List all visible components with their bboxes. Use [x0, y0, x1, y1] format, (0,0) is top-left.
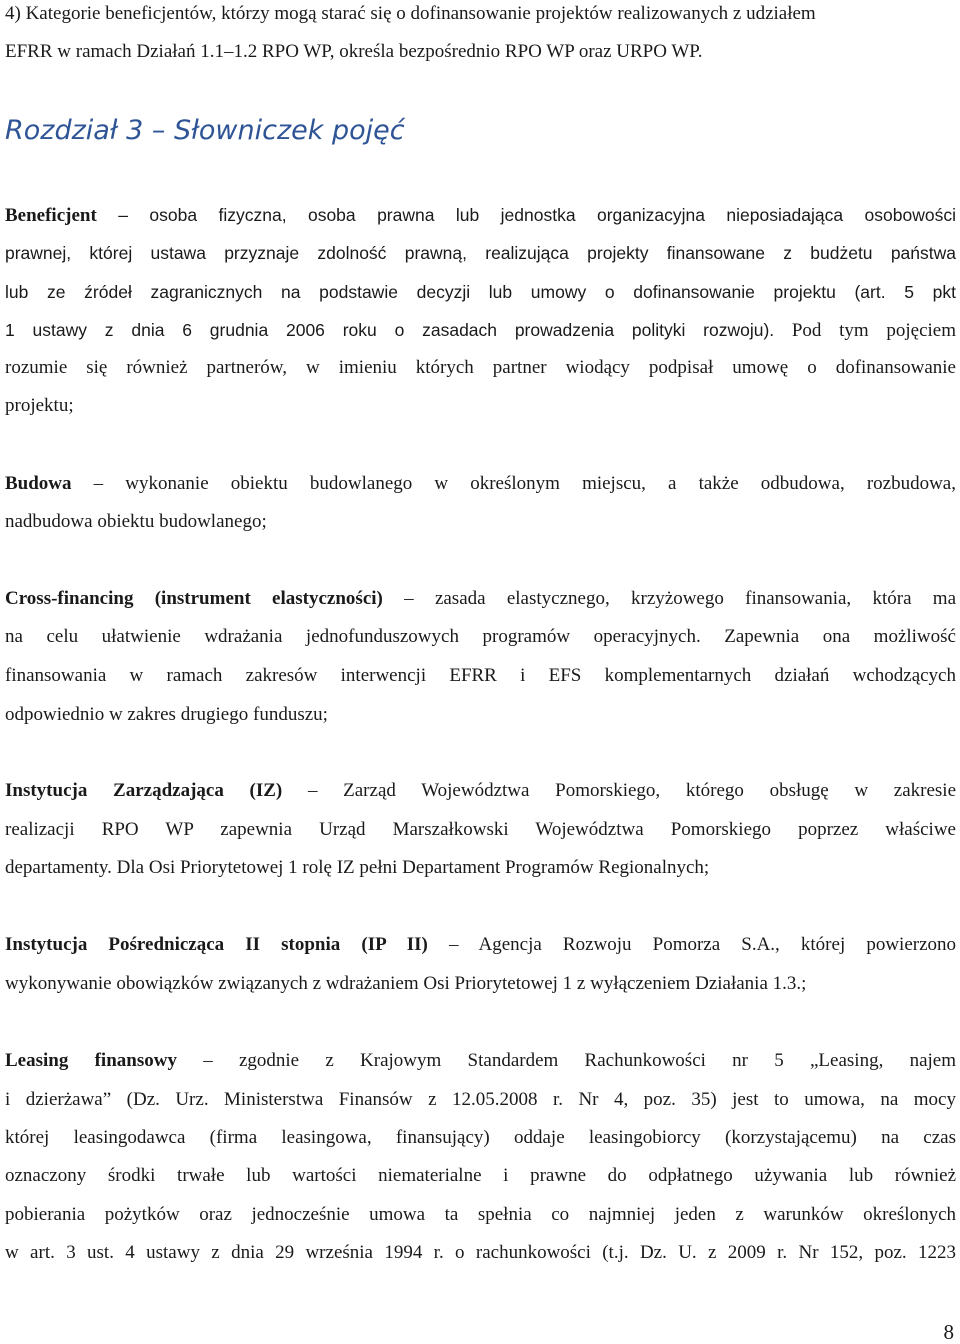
definition-cross-financing-line-1: Cross-financing (instrument elastyczności) – zasada elastycznego, krzyżowego finansowania, która ma — [5, 588, 956, 609]
definition-ip2-line-1: Instytucja Pośrednicząca II stopnia (IP II) – Agencja Rozwoju Pomorza S.A., której powierzono — [5, 934, 957, 955]
intro-line-1: 4) Kategorie beneficjentów, którzy mogą starać się o dofinansowanie projektów realizowanych z udziałem — [5, 3, 816, 24]
definition-beneficjent-line-5: rozumie się również partnerów, w imieniu których partner wiodący podpisał umowę o dofinansowanie — [5, 357, 956, 378]
definition-iz-line-1: Instytucja Zarządzająca (IZ) – Zarząd Województwa Pomorskiego, którego obsługę w zakresie — [5, 780, 957, 801]
definition-beneficjent-line-1: Beneficjent – osoba fizyczna, osoba prawna lub jednostka organizacyjna nieposiadająca osobowości — [5, 205, 956, 226]
page-number: 8 — [943, 1320, 954, 1344]
term-instytucja-posredniczaca: Instytucja Pośrednicząca II stopnia (IP II) — [5, 934, 428, 955]
definition-cross-financing-line-2: na celu ułatwienie wdrażania jednofunduszowych programów operacyjnych. Zapewnia ona możliwość — [5, 626, 956, 647]
definition-leasing-line-1: Leasing finansowy – zgodnie z Krajowym Standardem Rachunkowości nr 5 „Leasing, najem — [5, 1050, 956, 1071]
definition-beneficjent-line-2: prawnej, której ustawa przyznaje zdolność prawną, realizująca projekty finansowane z budżetu państwa — [5, 243, 956, 263]
definition-iz-line-3: departamenty. Dla Osi Priorytetowej 1 rolę IZ pełni Departament Programów Regionalnych; — [5, 857, 710, 878]
intro-line-2: EFRR w ramach Działań 1.1–1.2 RPO WP, określa bezpośrednio RPO WP oraz URPO WP. — [5, 41, 703, 62]
definition-leasing-line-5: pobierania pożytków oraz jednocześnie umowa ta spełnia co najmniej jeden z warunków określonych — [5, 1204, 956, 1225]
term-leasing-finansowy: Leasing finansowy — [5, 1050, 177, 1071]
chapter-heading: Rozdział 3 – Słowniczek pojęć — [5, 115, 405, 146]
term-beneficjent: Beneficjent — [5, 205, 97, 226]
definition-budowa-line-1: Budowa – wykonanie obiektu budowlanego w określonym miejscu, a także odbudowa, rozbudowa, — [5, 473, 956, 494]
definition-leasing-line-6: w art. 3 ust. 4 ustawy z dnia 29 września 1994 r. o rachunkowości (t.j. Dz. U. z 2009 r. Nr 152, poz. 1223 — [5, 1242, 956, 1263]
term-cross-financing: Cross-financing (instrument elastyczności) — [5, 588, 383, 609]
definition-beneficjent-line-3: lub ze źródeł zagranicznych na podstawie decyzji lub umowy o dofinansowanie projektu (art. 5 pkt — [5, 282, 956, 302]
definition-leasing-line-3: której leasingodawca (firma leasingowa, finansujący) oddaje leasingobiorcy (korzystającemu) na czas — [5, 1127, 956, 1148]
definition-leasing-line-4: oznaczony środki trwałe lub wartości niematerialne i prawne do odpłatnego używania lub również — [5, 1165, 956, 1186]
term-budowa: Budowa — [5, 473, 72, 494]
definition-budowa-line-2: nadbudowa obiektu budowlanego; — [5, 511, 267, 532]
definition-beneficjent-line-4: 1 ustawy z dnia 6 grudnia 2006 roku o zasadach prowadzenia polityki rozwoju). Pod tym pojęciem — [5, 320, 957, 341]
definition-iz-line-2: realizacji RPO WP zapewnia Urząd Marszałkowski Województwa Pomorskiego poprzez właściwe — [5, 819, 956, 840]
definition-cross-financing-line-4: odpowiednio w zakres drugiego funduszu; — [5, 704, 328, 725]
term-instytucja-zarzadzajaca: Instytucja Zarządzająca (IZ) — [5, 780, 283, 801]
definition-cross-financing-line-3: finansowania w ramach zakresów interwencji EFRR i EFS komplementarnych działań wchodzących — [5, 665, 956, 686]
definition-leasing-line-2: i dzierżawa” (Dz. Urz. Ministerstwa Finansów z 12.05.2008 r. Nr 4, poz. 35) jest to umowa, na mocy — [5, 1089, 956, 1110]
definition-ip2-line-2: wykonywanie obowiązków związanych z wdrażaniem Osi Priorytetowej 1 z wyłączeniem Działania 1.3.; — [5, 973, 807, 994]
definition-beneficjent-line-6: projektu; — [5, 395, 74, 416]
